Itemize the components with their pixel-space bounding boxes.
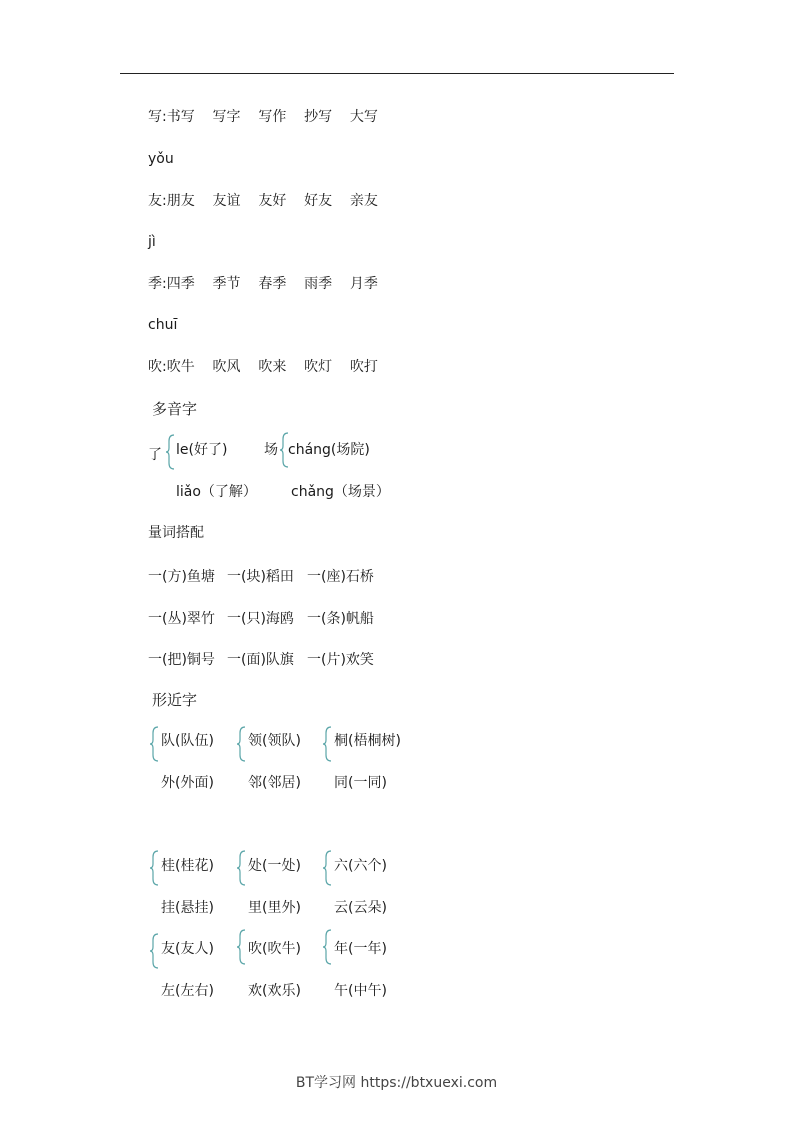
similar-char-bottom: 外(外面) — [161, 775, 214, 791]
brace-icon — [165, 434, 175, 470]
measure-word-item: 一(方)鱼塘 — [148, 569, 215, 585]
pinyin-you: yǒu — [148, 151, 174, 167]
measure-word-item: 一(把)铜号 — [148, 652, 215, 668]
brace-icon — [149, 850, 159, 886]
similar-char-top: 领(领队) — [248, 733, 301, 749]
brace-icon — [236, 850, 246, 886]
pinyin-chui: chuī — [148, 317, 178, 333]
vocab-line-xie: 写:书写 写字 写作 抄写 大写 — [148, 109, 378, 125]
brace-icon — [149, 933, 159, 969]
brace-icon — [149, 726, 159, 762]
heading-duoyinzi: 多音字 — [152, 400, 198, 418]
measure-word-item: 一(片)欢笑 — [307, 652, 374, 668]
polyphone-le-reading-1: le(好了) — [176, 442, 228, 458]
similar-char-bottom: 同(一同) — [334, 775, 387, 791]
similar-char-top: 友(友人) — [161, 941, 214, 957]
similar-char-bottom: 午(中午) — [334, 983, 387, 999]
measure-word-item: 一(块)稻田 — [227, 569, 294, 585]
similar-char-bottom: 挂(悬挂) — [161, 900, 214, 916]
vocab-line-chui: 吹:吹牛 吹风 吹来 吹灯 吹打 — [148, 359, 378, 375]
measure-word-row — [148, 566, 374, 586]
similar-char-bottom: 左(左右) — [161, 983, 214, 999]
similar-char-top: 队(队伍) — [161, 733, 214, 749]
vocab-line-you: 友:朋友 友谊 友好 好友 亲友 — [148, 193, 378, 209]
similar-char-bottom: 邻(邻居) — [248, 775, 301, 791]
footer-watermark: BT学习网 https://btxuexi.com — [295, 1075, 498, 1091]
top-rule — [120, 73, 674, 74]
polyphone-chang-reading-2: chǎng（场景） — [291, 484, 390, 500]
similar-char-top: 六(六个) — [334, 858, 387, 874]
heading-xingjinzi: 形近字 — [152, 691, 198, 709]
brace-icon — [322, 850, 332, 886]
brace-icon — [236, 726, 246, 762]
brace-icon — [322, 929, 332, 965]
measure-word-item: 一(条)帆船 — [307, 611, 374, 627]
measure-word-row — [148, 649, 374, 669]
similar-char-top: 桂(桂花) — [161, 858, 214, 874]
brace-icon — [236, 929, 246, 965]
measure-word-item: 一(面)队旗 — [227, 652, 294, 668]
vocab-line-ji: 季:四季 季节 春季 雨季 月季 — [148, 276, 378, 292]
measure-word-item: 一(只)海鸥 — [227, 611, 294, 627]
measure-word-row — [148, 608, 374, 628]
measure-word-item: 一(座)石桥 — [307, 569, 374, 585]
polyphone-chang-reading-1: cháng(场院) — [288, 442, 370, 458]
similar-char-top: 处(一处) — [248, 858, 301, 874]
similar-char-bottom: 欢(欢乐) — [248, 983, 301, 999]
similar-char-top: 吹(吹牛) — [248, 941, 301, 957]
similar-char-bottom: 云(云朵) — [334, 900, 387, 916]
polyphone-le-char: 了 — [148, 447, 162, 463]
similar-char-top: 桐(梧桐树) — [334, 733, 401, 749]
brace-icon — [322, 726, 332, 762]
similar-char-bottom: 里(里外) — [248, 900, 301, 916]
similar-char-top: 年(一年) — [334, 941, 387, 957]
heading-liangci: 量词搭配 — [148, 525, 204, 541]
polyphone-le-reading-2: liǎo（了解） — [176, 484, 257, 500]
measure-word-item: 一(丛)翠竹 — [148, 611, 215, 627]
polyphone-chang-char: 场 — [264, 442, 278, 458]
pinyin-ji: jì — [148, 234, 156, 250]
